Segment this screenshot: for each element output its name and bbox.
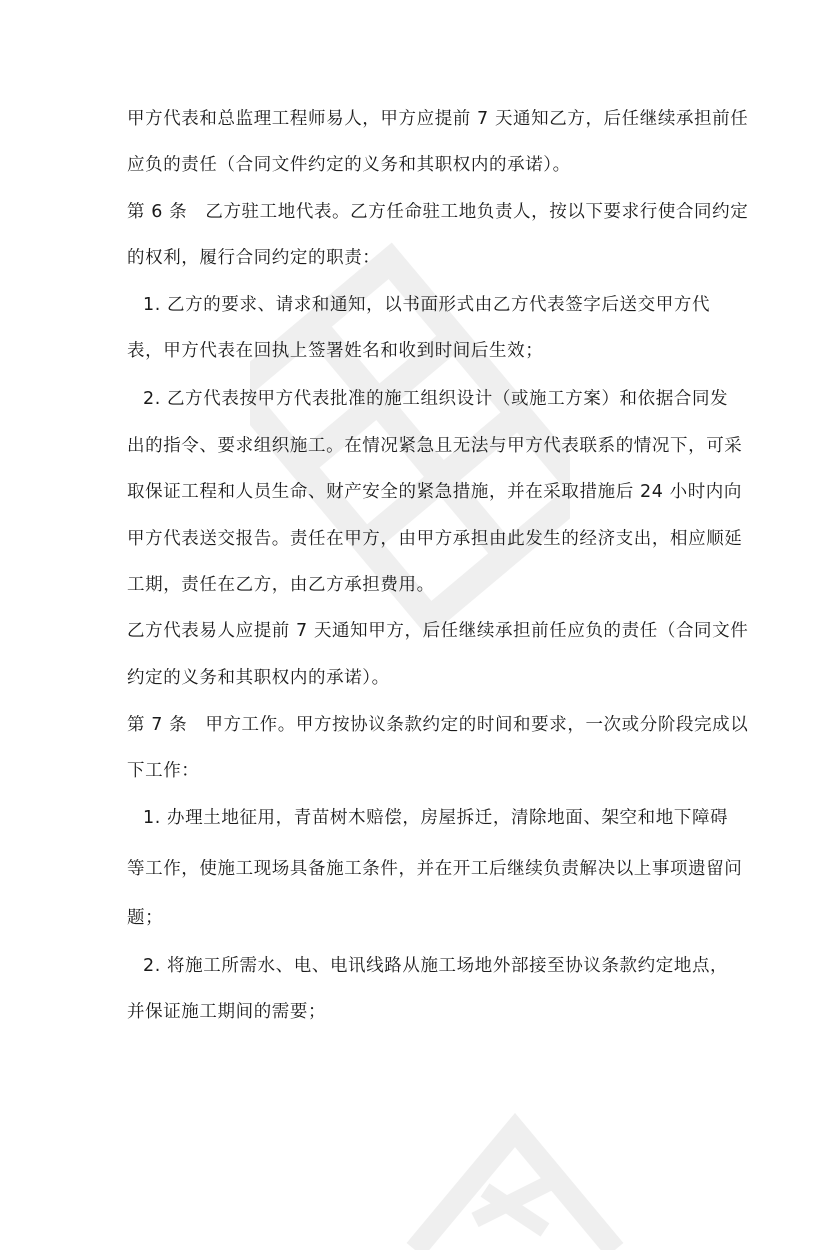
text-line: 甲方代表送交报告。责任在甲方，由甲方承担由此发生的经济支出，相应顺延 [127, 529, 743, 549]
article-6-heading-line: 第 6 条 乙方驻工地代表。乙方任命驻工地负责人，按以下要求行使合同约定 [127, 202, 749, 222]
article-7-heading-line: 第 7 条 甲方工作。甲方按协议条款约定的时间和要求，一次或分阶段完成以 [127, 715, 749, 735]
text-line: 等工作，使施工现场具备施工条件，并在开工后继续负责解决以上事项遗留问 [127, 859, 743, 879]
text-line: 出的指令、要求组织施工。在情况紧急且无法与甲方代表联系的情况下，可采 [127, 436, 743, 456]
text-line: 表，甲方代表在回执上签署姓名和收到时间后生效； [127, 341, 544, 361]
text-line: 取保证工程和人员生命、财产安全的紧急措施，并在采取措施后 24 小时内向 [127, 482, 742, 502]
list-item-line: 2. 将施工所需水、电、电讯线路从施工场地外部接至协议条款约定地点， [143, 956, 729, 976]
text-line: 下工作： [127, 761, 200, 781]
text-line: 的权利，履行合同约定的职责： [127, 248, 381, 268]
text-line: 题； [127, 908, 164, 928]
text-line: 约定的义务和其职权内的承诺）。 [127, 668, 390, 688]
list-item-line: 2. 乙方代表按甲方代表批准的施工组织设计（或施工方案）和依据合同发 [143, 389, 729, 409]
list-item-line: 1. 办理土地征用，青苗树木赔偿，房屋拆迁，清除地面、架空和地下障碍 [143, 808, 729, 828]
list-item-line: 1. 乙方的要求、请求和通知，以书面形式由乙方代表签字后送交甲方代 [143, 295, 711, 315]
watermark-logo-bottom-icon [395, 1110, 635, 1250]
text-line: 并保证施工期间的需要； [127, 1002, 327, 1022]
text-line: 甲方代表和总监理工程师易人，甲方应提前 7 天通知乙方，后任继续承担前任 [127, 109, 749, 129]
text-line: 乙方代表易人应提前 7 天通知甲方，后任继续承担前任应负的责任（合同文件 [127, 621, 749, 641]
text-line: 应负的责任（合同文件约定的义务和其职权内的承诺）。 [127, 155, 571, 175]
text-line: 工期，责任在乙方，由乙方承担费用。 [127, 575, 435, 595]
